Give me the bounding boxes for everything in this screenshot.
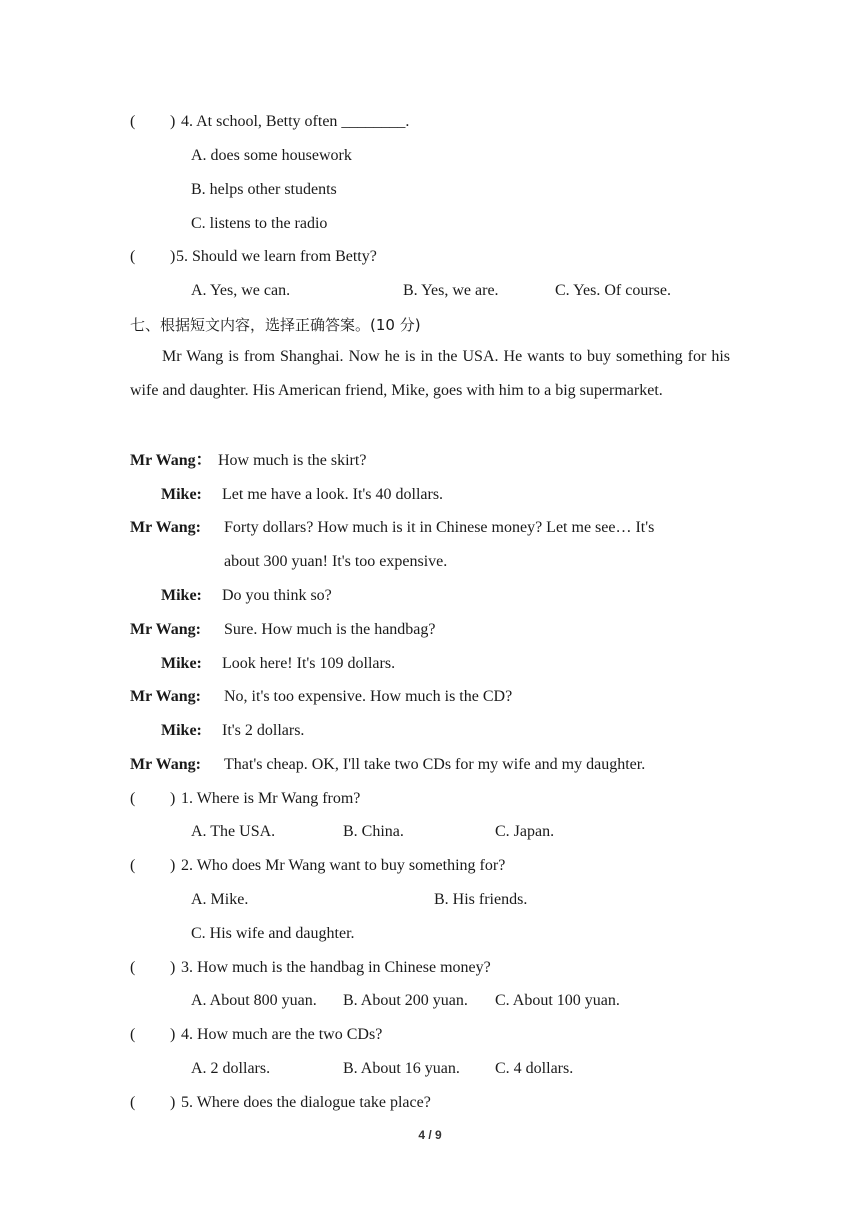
dialogue-line: Sure. How much is the handbag?: [224, 621, 436, 638]
speaker-label: Mr Wang：: [130, 452, 212, 469]
question-text: 3. How much is the handbag in Chinese money?: [181, 959, 491, 976]
question-text: 5. Where does the dialogue take place?: [181, 1094, 431, 1111]
speaker-label: Mike:: [161, 486, 202, 503]
dialogue-line: Let me have a look. It's 40 dollars.: [222, 486, 444, 503]
dialogue-line: How much is the skirt?: [218, 452, 367, 469]
answer-paren-open: (: [130, 248, 136, 265]
answer-paren-close: ): [170, 113, 176, 130]
question-text: 4. How much are the two CDs?: [181, 1026, 383, 1043]
dialogue-line: Look here! It's 109 dollars.: [222, 655, 396, 672]
option-b: B. Yes, we are.: [403, 282, 499, 299]
answer-paren-open: (: [130, 1094, 136, 1111]
speaker-label: Mr Wang:: [130, 621, 201, 638]
answer-paren-close: ): [170, 1026, 176, 1043]
question-text: 1. Where is Mr Wang from?: [181, 790, 361, 807]
answer-paren-close: ): [170, 248, 176, 265]
section-heading: 七、根据短文内容，选择正确答案。(10 分): [130, 316, 421, 334]
option-b: B. About 200 yuan.: [343, 992, 468, 1009]
speaker-label: Mike:: [161, 587, 202, 604]
question-text: 2. Who does Mr Wang want to buy something for?: [181, 857, 506, 874]
dialogue-line: Do you think so?: [222, 587, 332, 604]
speaker-label: Mr Wang:: [130, 688, 201, 705]
option-c: C. Japan.: [495, 823, 555, 840]
option-a: A. The USA.: [191, 823, 276, 840]
option-b: B. About 16 yuan.: [343, 1060, 460, 1077]
dialogue-line: No, it's too expensive. How much is the CD?: [224, 688, 513, 705]
question-text: 4. At school, Betty often ________.: [181, 113, 410, 130]
dialogue-line: That's cheap. OK, I'll take two CDs for my wife and my daughter.: [224, 756, 646, 773]
speaker-label: Mr Wang:: [130, 519, 201, 536]
answer-paren-close: ): [170, 857, 176, 874]
answer-paren-open: (: [130, 857, 136, 874]
option-a: A. 2 dollars.: [191, 1060, 271, 1077]
dialogue-line: It's 2 dollars.: [222, 722, 305, 739]
option-b: B. His friends.: [434, 891, 528, 908]
answer-paren-open: (: [130, 790, 136, 807]
option-b: B. China.: [343, 823, 404, 840]
answer-paren-open: (: [130, 959, 136, 976]
option-c: C. About 100 yuan.: [495, 992, 620, 1009]
speaker-label: Mr Wang:: [130, 756, 201, 773]
answer-paren-close: ): [170, 1094, 176, 1111]
dialogue-line: Forty dollars? How much is it in Chinese money? Let me see… It's: [224, 519, 655, 536]
page-number: 4 / 9: [418, 1128, 442, 1142]
option-c: C. 4 dollars.: [495, 1060, 574, 1077]
speaker-label: Mike:: [161, 655, 202, 672]
answer-paren-open: (: [130, 113, 136, 130]
option-a: A. About 800 yuan.: [191, 992, 317, 1009]
answer-paren-close: ): [170, 959, 176, 976]
option-a: A. Mike.: [191, 891, 249, 908]
option-c: C. listens to the radio: [191, 215, 328, 232]
answer-paren-open: (: [130, 1026, 136, 1043]
option-a: A. Yes, we can.: [191, 282, 291, 299]
question-text: 5. Should we learn from Betty?: [176, 248, 377, 265]
reading-passage: Mr Wang is from Shanghai. Now he is in the USA. He wants to buy something for his wife and daughter. His American friend, Mike, goes with him to a big supermarket.: [130, 348, 730, 399]
answer-paren-close: ): [170, 790, 176, 807]
speaker-label: Mike:: [161, 722, 202, 739]
dialogue-line-continued: about 300 yuan! It's too expensive.: [224, 553, 448, 570]
option-c: C. Yes. Of course.: [555, 282, 671, 299]
option-c: C. His wife and daughter.: [191, 925, 355, 942]
option-a: A. does some housework: [191, 147, 352, 164]
option-b: B. helps other students: [191, 181, 337, 198]
